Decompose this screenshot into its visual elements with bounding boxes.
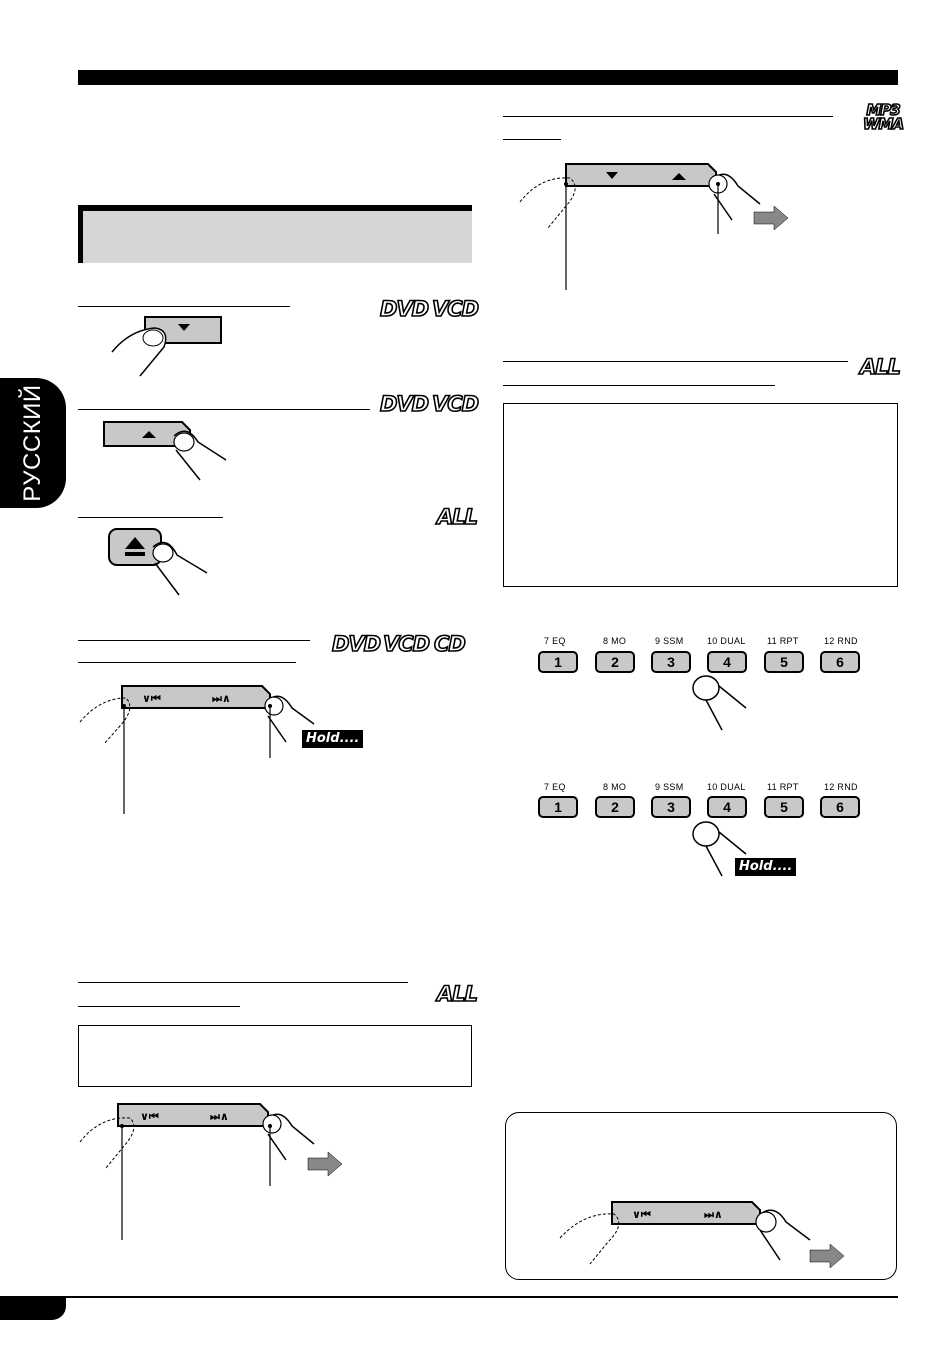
preset-key-2[interactable]: 2 bbox=[595, 796, 635, 818]
skip-buttons-arrow-illustration bbox=[80, 1102, 350, 1242]
wma-label: WMA bbox=[863, 115, 904, 133]
preset-key-1[interactable]: 1 bbox=[538, 651, 578, 673]
key-label: 8 MO bbox=[603, 782, 627, 792]
heading-rule bbox=[78, 517, 223, 518]
key-label: 11 RPT bbox=[767, 636, 799, 646]
heading-rule bbox=[78, 306, 290, 307]
preset-key-5[interactable]: 5 bbox=[764, 796, 804, 818]
preset-key-3[interactable]: 3 bbox=[651, 651, 691, 673]
preset-key-4[interactable]: 4 bbox=[707, 796, 747, 818]
footer-rule bbox=[0, 1296, 898, 1298]
svg-text:∨⏮: ∨⏮ bbox=[632, 1208, 651, 1221]
heading-rule bbox=[503, 385, 775, 386]
all-badge-icon: ALL bbox=[860, 355, 901, 379]
mp3-wma-badge-icon bbox=[863, 103, 903, 131]
preset-key-5[interactable]: 5 bbox=[764, 651, 804, 673]
all-badge-icon: ALL bbox=[437, 505, 478, 529]
vcd-badge-icon: VCD bbox=[383, 632, 430, 656]
svg-text:⏭∧: ⏭∧ bbox=[212, 692, 231, 705]
preset-key-6[interactable]: 6 bbox=[820, 796, 860, 818]
note-frame bbox=[503, 403, 898, 587]
key-label: 8 MO bbox=[603, 636, 627, 646]
preset-key-6[interactable]: 6 bbox=[820, 651, 860, 673]
heading-rule bbox=[503, 361, 848, 362]
key-label: 10 DUAL bbox=[707, 636, 746, 646]
svg-text:⏭∧: ⏭∧ bbox=[210, 1110, 229, 1123]
preset-key-2[interactable]: 2 bbox=[595, 651, 635, 673]
all-badge-icon: ALL bbox=[437, 982, 478, 1006]
preset-key-3[interactable]: 3 bbox=[651, 796, 691, 818]
key-label: 9 SSM bbox=[655, 782, 684, 792]
hold-label: Hold.... bbox=[302, 730, 363, 748]
header-bar bbox=[78, 70, 898, 85]
heading-rule bbox=[78, 982, 408, 983]
skip-buttons-hold-illustration bbox=[80, 682, 320, 817]
hold-label: Hold.... bbox=[735, 858, 796, 876]
note-frame bbox=[78, 1025, 472, 1087]
mp3-label: MP3 bbox=[866, 101, 900, 119]
key-label: 12 RND bbox=[824, 636, 858, 646]
eject-button-illustration bbox=[105, 527, 215, 597]
heading-rule bbox=[78, 1006, 240, 1007]
folder-buttons-illustration bbox=[520, 162, 800, 292]
cd-badge-icon: CD bbox=[434, 632, 465, 656]
key-label: 11 RPT bbox=[767, 782, 799, 792]
dvd-badge-icon: DVD bbox=[332, 632, 381, 656]
skip-buttons-tip-illustration bbox=[560, 1198, 850, 1270]
key-label: 12 RND bbox=[824, 782, 858, 792]
svg-text:∨⏮: ∨⏮ bbox=[142, 692, 161, 705]
preset-key-4[interactable]: 4 bbox=[707, 651, 747, 673]
down-button-illustration bbox=[100, 312, 230, 382]
section-heading-box bbox=[78, 205, 472, 263]
vcd-badge-icon: VCD bbox=[432, 392, 479, 416]
language-label: РУССКИЙ bbox=[19, 384, 46, 502]
dvd-badge-icon: DVD bbox=[380, 297, 429, 321]
key-label: 10 DUAL bbox=[707, 782, 746, 792]
key-label: 7 EQ bbox=[544, 636, 566, 646]
heading-rule bbox=[78, 640, 310, 641]
heading-rule bbox=[503, 116, 833, 117]
page-number-tab bbox=[0, 1296, 66, 1320]
vcd-badge-icon: VCD bbox=[432, 297, 479, 321]
finger-press-icon bbox=[686, 672, 756, 732]
heading-rule bbox=[78, 409, 370, 410]
key-label: 9 SSM bbox=[655, 636, 684, 646]
language-side-tab bbox=[0, 378, 66, 508]
dvd-badge-icon: DVD bbox=[380, 392, 429, 416]
preset-key-1[interactable]: 1 bbox=[538, 796, 578, 818]
heading-rule bbox=[503, 139, 561, 140]
heading-rule bbox=[78, 662, 296, 663]
svg-text:⏭∧: ⏭∧ bbox=[704, 1208, 723, 1221]
svg-text:∨⏮: ∨⏮ bbox=[140, 1110, 159, 1123]
key-label: 7 EQ bbox=[544, 782, 566, 792]
up-button-illustration bbox=[102, 420, 232, 485]
